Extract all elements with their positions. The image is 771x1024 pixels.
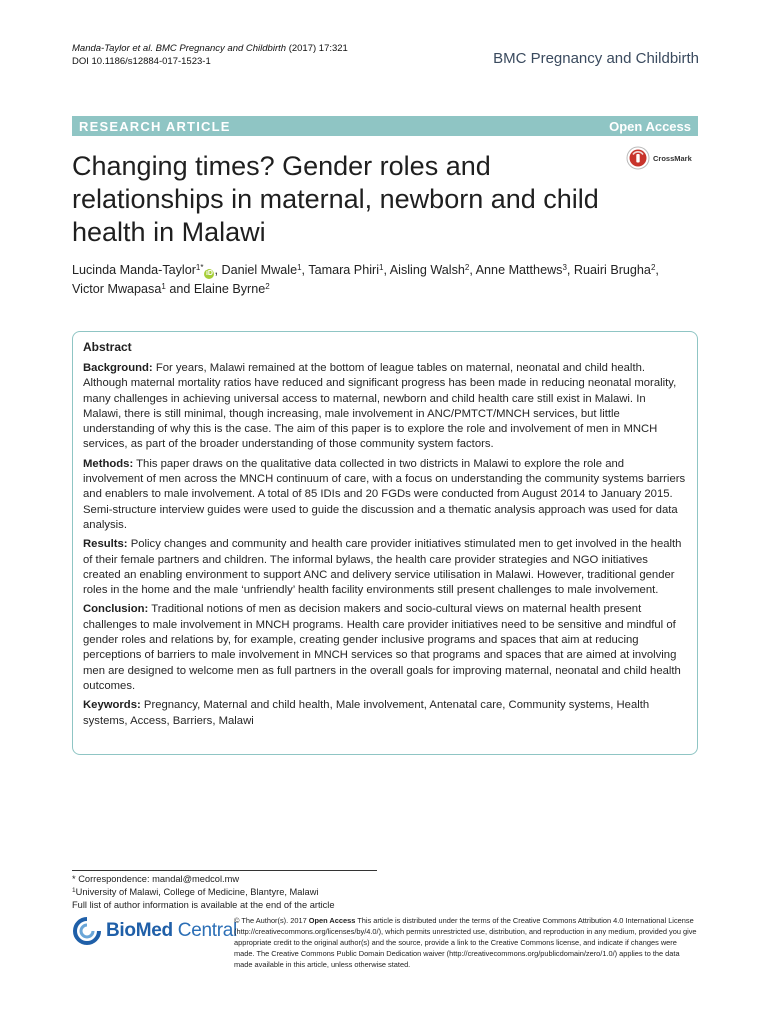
crossmark-icon xyxy=(626,146,650,170)
author-name[interactable]: Victor Mwapasa xyxy=(72,282,162,296)
abstract-box xyxy=(72,331,698,755)
abstract-methods xyxy=(83,457,687,533)
author-affiliation-mark: 1 xyxy=(379,263,384,272)
author-name[interactable]: Tamara Phiri xyxy=(308,263,379,277)
affiliation-mark: 1 xyxy=(72,887,76,894)
publisher-logo[interactable] xyxy=(72,916,237,946)
correspondence[interactable]: * Correspondence: mandal@medcol.mw xyxy=(72,874,240,884)
author-affiliation-mark: 1 xyxy=(161,282,166,291)
publisher-name-part2: Central xyxy=(177,920,237,941)
license-text: This article is distributed under the terms of the Creative Commons Attribution 4.0 International License (http://creativecommons.org/licenses/by/4.0/), which permits unrestricted use, distribution, and reproduction in any medium, provided you give appropriate credit to the original author(s) and the source, provide a link to the Creative Commons license, and indicate if changes were made. The Creative Commons Public Domain Dedication waiver (http://creativecommons.org/publicdomain/zero/1.0/) applies to the data made available in this article, unless otherwise stated. xyxy=(234,916,697,969)
author-name[interactable]: Ruairi Brugha xyxy=(573,263,651,277)
conclusion-text: Traditional notions of men as decision makers and socio-cultural views on maternal health present challenges to male involvement in MNCH programs. Health care provider initiatives need to be sensitive and mindful of gender roles and relations by, for example, creating gender inclusive programs and spaces that aim at reducing perceptions of barriers to male involvement in MNCH services so that programs and spaces that are aimed at involving men are designed to welcome men as full partners in the overall goals for improving maternal, neonatal and child health outcomes. xyxy=(83,603,681,692)
footnotes xyxy=(72,870,377,912)
copyright: © The Author(s). 2017 xyxy=(234,916,307,925)
author-name[interactable]: Elaine Byrne xyxy=(193,282,266,296)
background-text: For years, Malawi remained at the bottom of league tables on maternal, neonatal and child health. Although maternal mortality ratios have reduced and significant progress has been made in reducing neonatal morality, many challenges in achieving universal access to maternal, newborn and child health care still exist in Malawi. In Malawi, there is still minimal, though increasing, male involvement in ANC/PMTCT/MNCH services, but little understanding of why this is the case. The aim of this paper is to explore the role and involvement of men in MNCH services, as part of the broader understanding of those community system factors. xyxy=(83,362,677,451)
author-name[interactable]: Daniel Mwale xyxy=(221,263,298,277)
article-title: Changing times? Gender roles and relationships in maternal, newborn and child health in Malawi xyxy=(72,151,599,247)
keywords-text: Pregnancy, Maternal and child health, Male involvement, Antenatal care, Community systems, Health systems, Access, Barriers, Malawi xyxy=(83,699,650,727)
orcid-icon[interactable]: iD xyxy=(205,270,213,277)
results-label: Results: xyxy=(83,538,128,551)
doi[interactable]: DOI 10.1186/s12884-017-1523-1 xyxy=(72,56,211,67)
affiliation-text: University of Malawi, College of Medicine, Blantyre, Malawi xyxy=(75,887,319,897)
journal-name[interactable]: BMC Pregnancy and Childbirth xyxy=(493,50,699,67)
author-name[interactable]: Aisling Walsh xyxy=(389,263,465,277)
background-label: Background: xyxy=(83,362,153,374)
crossmark-badge[interactable] xyxy=(626,146,692,170)
citation-volume: (2017) 17:321 xyxy=(288,43,348,54)
citation-line xyxy=(72,42,348,55)
results-text: Policy changes and community and health care provider initiatives stimulated men to get involved in the health of their female partners and children. The informal bylaws, the health care provider strategies and NGO initiatives created an enabling environment to support ANC and delivery service utilisation in Malawi. However, traditional gender roles in the home and the male ‘unfriendly’ health facility environments still present challenges to male involvement. xyxy=(83,538,682,597)
open-access-label[interactable]: Open Access xyxy=(609,118,691,134)
methods-label: Methods: xyxy=(83,457,134,470)
author-affiliation-mark: 2 xyxy=(265,282,270,291)
article-type: RESEARCH ARTICLE xyxy=(79,118,231,134)
abstract-background xyxy=(83,361,687,453)
author-list: Lucinda Manda-Taylor$^{1*}$iD , Daniel Mwale$^1$, Tamara Phiri$^1$, Aisling Walsh$^2$, Anne Matthews$^3$, Ruairi Brugha$^2$, Victor Mwapasa$^1$ and Elaine Byrne$^2$ xyxy=(72,263,659,296)
license-statement xyxy=(234,915,699,970)
open-access-license-label: Open Access xyxy=(308,916,356,925)
author-affiliation-mark: 1* xyxy=(195,263,204,272)
citation-journal: BMC Pregnancy and Childbirth xyxy=(155,43,287,54)
author-affiliation-mark: 2 xyxy=(650,263,656,272)
methods-text: This paper draws on the qualitative data collected in two districts in Malawi to explore the role and involvement of men across the MNCH continuum of care, with a focus on understanding the community systems barriers and enablers to male involvement. A total of 85 IDIs and 20 FGDs were conducted from August 2014 to January 2015. Semi-structure interview guides were used to guide the discussion and a thematic analysis approach was used for data analysis. xyxy=(83,457,686,531)
footnote-rule xyxy=(72,870,377,871)
abstract-conclusion xyxy=(83,602,687,694)
author-name[interactable]: Anne Matthews xyxy=(475,263,563,277)
citation-authors: Manda-Taylor et al. xyxy=(72,43,153,54)
publisher-name xyxy=(106,920,237,942)
biomed-central-logo-icon xyxy=(72,916,102,946)
abstract-keywords xyxy=(83,698,687,729)
crossmark-label: CrossMark xyxy=(653,153,692,163)
more-info-note: Full list of author information is available at the end of the article xyxy=(72,900,335,910)
abstract-results xyxy=(83,537,687,598)
publisher-name-part1: BioMed xyxy=(106,920,173,941)
affiliation xyxy=(72,886,377,899)
author-affiliation-mark: 2 xyxy=(464,263,470,272)
running-head xyxy=(72,42,348,68)
author-name[interactable]: Lucinda Manda-Taylor xyxy=(72,263,196,277)
article-type-banner xyxy=(72,116,698,136)
keywords-label: Keywords: xyxy=(83,699,141,712)
author-affiliation-mark: 1 xyxy=(297,263,302,272)
conclusion-label: Conclusion: xyxy=(83,603,149,616)
authors-and: and xyxy=(169,282,191,296)
abstract-heading: Abstract xyxy=(83,340,132,354)
author-affiliation-mark: 3 xyxy=(562,263,567,272)
